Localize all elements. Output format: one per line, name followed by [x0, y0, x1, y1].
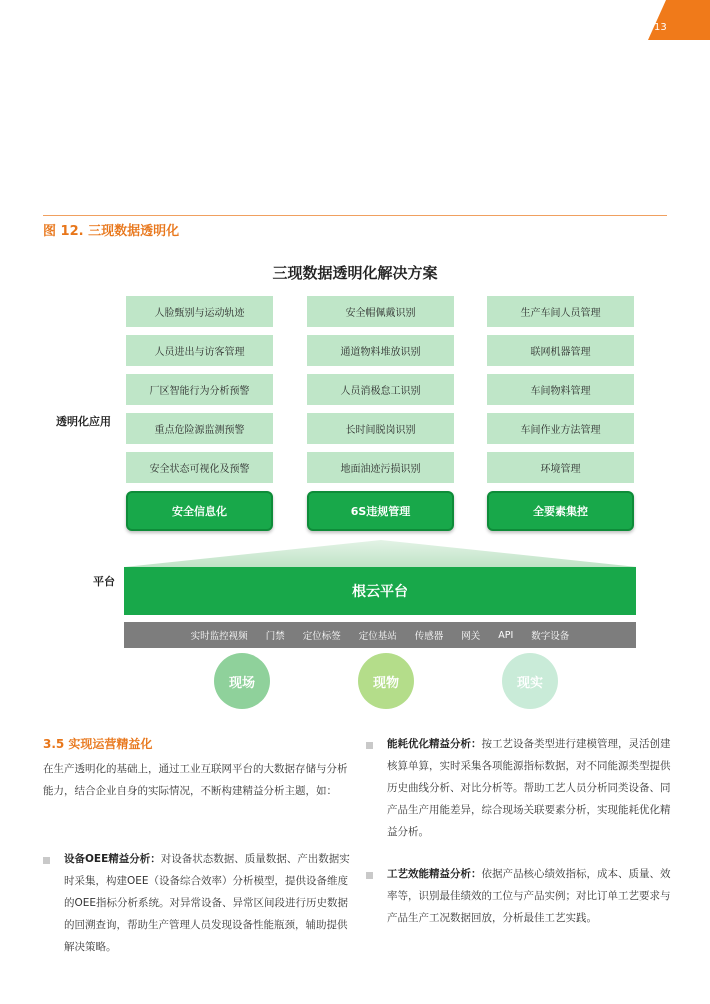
tech-item: 传感器: [414, 631, 444, 642]
category-6s-violation: 6S违规管理: [307, 491, 454, 531]
circle-onsite: 现场: [214, 653, 270, 709]
category-full-control: 全要素集控: [487, 491, 634, 531]
circle-object: 现物: [358, 653, 414, 709]
platform-bar: 根云平台: [124, 567, 636, 615]
page-corner-tab: [648, 0, 710, 40]
app-box: 重点危险源监测预警: [126, 413, 273, 444]
app-box: 环境管理: [487, 452, 634, 483]
bullet-energy: [387, 733, 672, 843]
app-box: 安全帽佩戴识别: [307, 296, 454, 327]
app-box: 车间作业方法管理: [487, 413, 634, 444]
bullet-lead: 工艺效能精益分析：: [387, 868, 482, 880]
bullet-text: 对设备状态数据、质量数据、产出数据实时采集，构建OEE（设备综合效率）分析模型，提供设备维度的OEE指标分析系统。对异常设备、异常区间段进行历史数据的回溯查询，帮助生产管理人员发现设备性能瓶颈，辅助提供解决策略。: [64, 853, 350, 953]
tech-item: API: [498, 629, 514, 641]
category-safety-info: 安全信息化: [126, 491, 273, 531]
page-number: 13: [654, 22, 667, 33]
app-box: 人员消极怠工识别: [307, 374, 454, 405]
circle-reality: 现实: [502, 653, 558, 709]
apps-row-label: 透明化应用: [56, 415, 111, 428]
tech-item: 数字设备: [531, 631, 570, 642]
app-column-6s: [307, 296, 454, 531]
bullet-marker: [366, 872, 373, 879]
app-box: 地面油迹污损识别: [307, 452, 454, 483]
tech-item: 网关: [461, 631, 481, 642]
app-box: 联网机器管理: [487, 335, 634, 366]
bullet-lead: 设备OEE精益分析：: [64, 853, 161, 865]
bullet-marker: [366, 742, 373, 749]
tech-item: 门禁: [265, 631, 285, 642]
diagram-title: 三现数据透明化解决方案: [272, 264, 438, 282]
bullet-marker: [43, 857, 50, 864]
section-heading: 3.5 实现运营精益化: [43, 737, 153, 751]
bullet-process: [387, 863, 672, 929]
figure-divider: [43, 215, 667, 216]
tech-item: 定位基站: [358, 631, 397, 642]
app-box: 安全状态可视化及预警: [126, 452, 273, 483]
app-box: 车间物料管理: [487, 374, 634, 405]
platform-connector-triangle: [125, 540, 637, 568]
app-box: 通道物料堆放识别: [307, 335, 454, 366]
bullet-text: 依据产品核心绩效指标，成本、质量、效率等，识别最佳绩效的工位与产品实例；对比订单工艺要求与产品生产工况数据回放，分析最佳工艺实践。: [387, 868, 671, 924]
app-box: 人脸甄别与运动轨迹: [126, 296, 273, 327]
app-box: 生产车间人员管理: [487, 296, 634, 327]
app-column-safety: [126, 296, 273, 531]
platform-row-label: 平台: [93, 575, 115, 588]
bullet-lead: 能耗优化精益分析：: [387, 738, 482, 750]
bullet-oee: [64, 848, 354, 958]
app-column-control: [487, 296, 634, 531]
intro-paragraph: 在生产透明化的基础上，通过工业互联网平台的大数据存储与分析能力，结合企业自身的实际情况，不断构建精益分析主题，如：: [43, 763, 348, 797]
bullet-text: 按工艺设备类型进行建模管理，灵活创建核算单算，实时采集各项能源指标数据，对不同能源类型提供历史曲线分析、对比分析等。帮助工艺人员分析同类设备、同产品生产用能差异，综合现场关联要素分析，实现能耗优化精益分析。: [387, 738, 671, 838]
tech-item: 定位标签: [302, 631, 341, 642]
figure-title: 图 12. 三现数据透明化: [43, 224, 180, 239]
tech-item: 实时监控视频: [190, 631, 248, 642]
app-box: 人员进出与访客管理: [126, 335, 273, 366]
tech-bar: [124, 622, 636, 648]
app-box: 长时间脱岗识别: [307, 413, 454, 444]
app-box: 厂区智能行为分析预警: [126, 374, 273, 405]
